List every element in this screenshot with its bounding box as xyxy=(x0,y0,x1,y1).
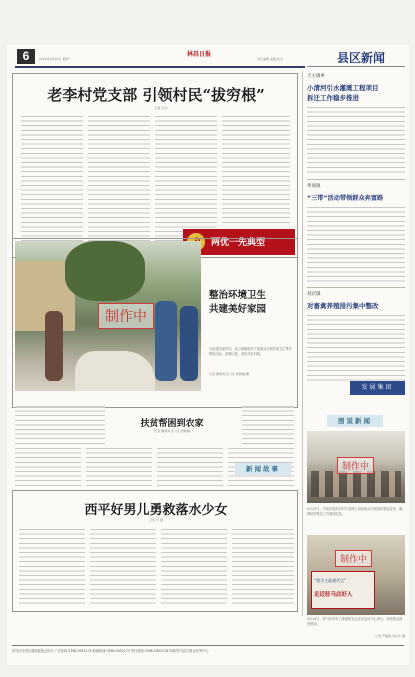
poster-line-1: “我为主政建代言” xyxy=(314,578,347,583)
masthead-rule-right xyxy=(307,66,405,67)
poverty-article xyxy=(12,402,298,492)
footer-rule xyxy=(12,645,404,646)
sidebar-story3-label: 刘店镇 xyxy=(307,292,321,297)
hero-headline: 西平好男儿勇救落水少女 xyxy=(84,503,228,518)
feature-heading-2: 共建美好家园 xyxy=(209,304,267,315)
person-shape-1 xyxy=(45,311,63,381)
tree-shape xyxy=(65,241,145,301)
hero-column-2 xyxy=(90,527,156,607)
section-title: 县区新闻 xyxy=(337,51,386,65)
lead-article xyxy=(12,73,298,258)
sidebar-rule-1 xyxy=(307,179,405,180)
footer-text: 驻马店市老区建设促进会协办 广告热线 0396-5952175 新闻热线 0396-5952173 发行热线 0396-5952178 印刷 驻马店日报社印务中心 xyxy=(12,649,209,653)
sidebar-story2-body xyxy=(307,205,405,283)
photo-caption-bottom: 9月24日，驻马店市好人事迹报告会在县会议中心举行，现场观众深受感动。 xyxy=(307,617,403,626)
feature-caption: 为创建美丽乡村，近日该镇组织干部群众开展环境卫生集中整治活动，清理垃圾，美化村容村貌。 xyxy=(209,347,292,356)
poverty-column-1 xyxy=(15,446,81,488)
watermark-bottom: 制作中 xyxy=(335,550,372,567)
masthead-rule xyxy=(15,66,305,68)
hero-article xyxy=(12,490,298,612)
lead-column-1 xyxy=(21,114,83,254)
watermark-top: 制作中 xyxy=(337,457,374,474)
lead-column-2 xyxy=(88,114,150,254)
hero-byline: 记者 于 刚 xyxy=(149,518,163,522)
page-number: 6 xyxy=(17,49,35,64)
poverty-byline: 记者 魏鸿鸿 实习生 郑晓琳 xyxy=(154,429,190,433)
editor-line: 责任编辑 美编 校对 xyxy=(257,57,283,61)
poverty-column-2 xyxy=(86,446,152,488)
sidebar-rule-2 xyxy=(307,287,405,288)
poster xyxy=(311,571,375,609)
hero-column-3 xyxy=(161,527,227,607)
sidebar-story3-body xyxy=(307,313,405,381)
sidebar-story2-label: 黄岗镇 xyxy=(307,184,321,189)
hero-column-1 xyxy=(19,527,85,607)
sidebar-divider xyxy=(302,71,303,616)
poverty-column-top-2 xyxy=(242,404,294,444)
person-shape-3 xyxy=(180,306,198,381)
news-story-label: 新闻故事 xyxy=(235,463,291,475)
poverty-column-3 xyxy=(157,446,223,488)
watermark-feature: 制作中 xyxy=(98,303,154,329)
hero-column-4 xyxy=(232,527,294,607)
feature-heading-1: 整治环境卫生 xyxy=(209,290,267,301)
sidebar-story1-title-2: 拆迁工作稳步推进 xyxy=(307,94,359,102)
lead-headline: 老李村党支部 引领村民“拔穷根” xyxy=(47,86,265,104)
poverty-column-top-1 xyxy=(15,404,105,444)
row-of-people xyxy=(311,471,401,497)
sidebar-story1-title-1: 小清河引水灌溉工程项目 xyxy=(307,84,379,92)
sidebar-story2-title: “三带”活动带领群众奔富路 xyxy=(307,195,384,202)
debris-pile xyxy=(75,351,155,391)
photo-caption-top: 9月25日，芦庙乡组织乡村干部深入田间地头开展秸秆禁烧宣传，确保秸秆禁烧工作落到实处。 xyxy=(307,507,403,516)
poverty-headline: 扶贫帮困到农家 xyxy=(140,419,204,429)
sidebar-column-label: 天主镇乡 xyxy=(307,74,325,79)
badge-text: 两优一先典型 xyxy=(211,238,266,248)
event-photo xyxy=(307,535,405,615)
feature-caption-byline: 记者 魏明鸿 实习生 郑晓琳 摄 xyxy=(209,372,249,376)
lead-column-4 xyxy=(222,114,290,224)
photo-caption-byline: 记者 严镇强 刘永芳 摄 xyxy=(375,634,405,638)
sidebar-ad: 发展集团 xyxy=(350,381,405,395)
lead-byline: 记者 张伟 xyxy=(154,106,168,110)
date-line: 2016年9月26日 星期一 xyxy=(39,57,72,61)
masthead-logo: 林昌日报 xyxy=(186,51,211,58)
sidebar-story1-body xyxy=(307,105,405,175)
newspaper-page xyxy=(7,45,409,665)
person-shape-2 xyxy=(155,301,177,381)
feature-block xyxy=(12,238,298,408)
photo-news-label: 图说新闻 xyxy=(327,415,383,427)
poster-line-2: 走近驻马店好人 xyxy=(314,592,353,598)
sidebar-story3-title: 对畜禽养殖排污集中整改 xyxy=(307,302,379,310)
